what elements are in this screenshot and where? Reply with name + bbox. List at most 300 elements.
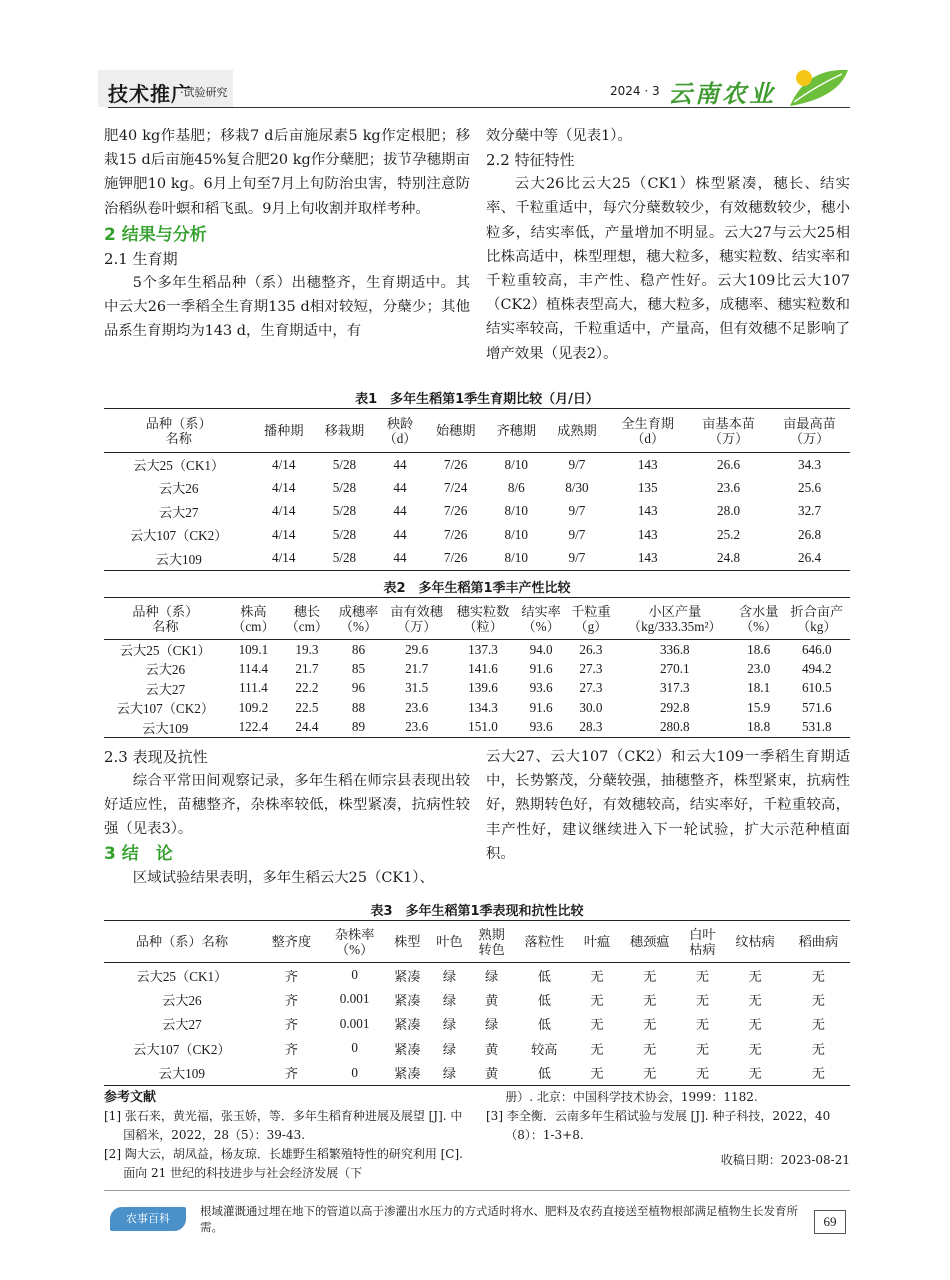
section-heading-conclusion: 3 结 论 <box>104 843 173 864</box>
table-cell: 19.3 <box>295 641 319 657</box>
table-cell: 9/7 <box>568 526 586 542</box>
header-line: 品种（系） <box>145 415 212 431</box>
section-heading-results: 2 结果与分析 <box>104 224 207 245</box>
table-cell: 111.4 <box>239 680 268 696</box>
table-cell: 139.6 <box>468 680 498 696</box>
table-cell: 93.6 <box>529 680 553 696</box>
table-cell: 9/7 <box>568 456 586 472</box>
column-header <box>681 921 723 963</box>
table-cell: 91.6 <box>529 660 553 676</box>
header-line: （%） <box>522 618 560 634</box>
table-cell: 23.6 <box>405 699 429 715</box>
right-column-middle <box>486 745 850 866</box>
column-header <box>734 598 784 640</box>
table-cell: 紧凑 <box>394 992 421 1008</box>
table-cell: 无 <box>590 1017 604 1033</box>
table-cell: 27.3 <box>579 680 603 696</box>
header-line: 含水量 <box>738 603 779 619</box>
table-header-row <box>104 409 850 453</box>
table-cell: 91.6 <box>529 699 553 715</box>
table-cell: 9/7 <box>568 503 586 519</box>
table1-caption: 表1 多年生稻第1季生育期比较（月/日） <box>355 392 599 407</box>
table-cell: 280.8 <box>659 719 690 734</box>
header-line: 株型 <box>394 934 421 949</box>
column-header <box>425 409 486 453</box>
header-line: （g） <box>574 618 608 634</box>
table-cell: 7/24 <box>443 479 468 495</box>
table-cell: 0.001 <box>339 1015 370 1031</box>
column-header <box>383 598 449 640</box>
table-row <box>104 523 850 547</box>
table-cell: 云大27 <box>145 681 186 697</box>
table-cell: 15.9 <box>747 699 771 715</box>
table-cell: 绿 <box>442 968 457 984</box>
table-cell: 4/14 <box>272 456 296 472</box>
column-header <box>784 598 850 640</box>
table-cell: 5/28 <box>332 526 357 542</box>
table-cell: 8/6 <box>507 479 525 495</box>
table-row <box>104 987 850 1012</box>
references-title: 参考文献 <box>104 1090 157 1105</box>
footer-badge: 农事百科 <box>110 1207 186 1231</box>
header-line: 株高 <box>240 603 267 619</box>
subsection-heading-2-2: 2.2 特征特性 <box>486 151 575 170</box>
footer-divider <box>104 1190 850 1191</box>
table-cell: 紧凑 <box>394 1066 421 1081</box>
header-line: 品种（系）名称 <box>135 934 229 949</box>
header-line: 纹枯病 <box>735 934 775 949</box>
header-line: （kg） <box>796 618 837 634</box>
column-header <box>576 921 618 963</box>
table-cell: 紧凑 <box>394 1017 421 1033</box>
paragraph: 云大26比云大25（CK1）株型紧凑，穗长、结实率、千粒重适中，每穴分蘖数较少，有效穗数较少，穗小粒多，结实率低，产量增加不明显。云大27与云大25相比株高适中，株型理想，穗大粒多，穗实粒数、结实率和千粒重较高，丰产性、稳产性好。云大109比云大107（CK2）植株表型高大，穗大粒多，成穗率、穗实粒数和结实率较高，千粒重适中，产量高，但有效穗不足影响了增产效果（见表2）。 <box>486 176 850 362</box>
header-line: 千粒重 <box>571 603 611 619</box>
table-cell: 无 <box>695 992 709 1008</box>
table-cell: 23.0 <box>747 660 771 676</box>
table-cell: 无 <box>695 968 709 984</box>
table-cell: 0 <box>351 1040 358 1056</box>
table-cell: 7/26 <box>443 526 468 542</box>
table-row <box>104 659 850 679</box>
table-cell: 8/10 <box>504 550 528 565</box>
table-cell: 9/7 <box>568 550 586 565</box>
paragraph: 云大27、云大107（CK2）和云大109一季稻生育期适中，长势繁茂，分蘖较强，抽穗整齐，株型紧束，抗病性好，熟期转色好，有效穗较高，结实率好，千粒重较高，丰产性好，建议继续进入下一轮试验，扩大示范种植面积。 <box>486 749 850 862</box>
table-cell: 黄 <box>485 992 499 1008</box>
table-cell: 85 <box>351 660 366 676</box>
paragraph: 综合平常田间观察记录，多年生稻在师宗县表现出较好适应性，苗穗整齐，杂株率较低，株型紧凑，抗病性较强（见表3）。 <box>104 773 470 838</box>
footer-note: 根域灌溉通过埋在地下的管道以高于渗灌出水压力的方式适时将水、肥料及农药直接送至植物根部满足植物生长发育所需。 <box>200 1204 798 1234</box>
table-cell: 18.6 <box>747 641 771 657</box>
right-column-top <box>486 124 850 366</box>
header-line: （cm） <box>232 618 275 634</box>
table-cell: 4/14 <box>272 479 296 495</box>
table-row <box>104 640 850 660</box>
table-row <box>104 718 850 738</box>
left-column-middle <box>104 745 470 890</box>
table-cell: 较高 <box>531 1041 558 1057</box>
header-line: 穗长 <box>293 603 321 619</box>
table-cell: 21.7 <box>405 660 429 676</box>
table-cell: 109.2 <box>238 699 269 715</box>
table-cell: 无 <box>748 1066 762 1081</box>
header-line: 白叶 <box>689 926 716 942</box>
table-cell: 云大109 <box>158 1066 205 1081</box>
table-cell: 24.4 <box>295 719 319 734</box>
paragraph: 区域试验结果表明，多年生稻云大25（CK1）、 <box>132 869 434 886</box>
header-line: 成穗率 <box>338 603 379 619</box>
header-line: 折合亩产 <box>790 603 844 619</box>
column-header <box>547 409 608 453</box>
table-row <box>104 547 850 571</box>
header-line: （粒） <box>463 618 503 634</box>
table-cell: 22.2 <box>295 680 319 696</box>
header-line: 齐穗期 <box>496 423 537 438</box>
references-right <box>486 1088 850 1170</box>
table-cell: 8/10 <box>504 503 528 519</box>
table-cell: 绿 <box>485 1017 499 1033</box>
table3 <box>104 920 850 1086</box>
table2-caption: 表2 多年生稻第1季丰产性比较 <box>383 581 571 596</box>
table-cell: 317.3 <box>659 680 690 696</box>
header-line: 叶色 <box>436 934 463 949</box>
column-header <box>104 409 253 453</box>
table-cell: 紧凑 <box>394 1041 421 1057</box>
table-cell: 无 <box>643 1017 657 1033</box>
table-cell: 无 <box>811 968 825 984</box>
header-line: 整齐度 <box>271 934 312 949</box>
table-cell: 143 <box>637 456 658 472</box>
column-header <box>618 921 681 963</box>
table-cell: 143 <box>637 550 658 565</box>
subsection-heading-2-1: 2.1 生育期 <box>104 249 178 268</box>
table-cell: 8/30 <box>565 479 589 495</box>
table-cell: 44 <box>393 526 407 542</box>
table-cell: 无 <box>811 992 825 1008</box>
table3-body <box>104 963 850 1086</box>
table-cell: 22.5 <box>295 699 319 715</box>
column-header <box>769 409 850 453</box>
table-cell: 21.7 <box>295 660 319 676</box>
header-line: 结实率 <box>521 603 561 619</box>
table-cell: 610.5 <box>801 680 832 696</box>
table-cell: 4/14 <box>272 526 296 542</box>
table-cell: 无 <box>811 1017 825 1033</box>
table-cell: 7/26 <box>443 503 468 519</box>
header-line: 名称 <box>165 430 192 446</box>
header-line: （d） <box>631 430 665 446</box>
header-line: （%） <box>339 618 378 634</box>
reference-item: [1] 张石来，黄光福，张玉娇，等．多年生稻育种进展及展望 [J]. 中国稻米，2022，28（5）：39-43. <box>104 1109 463 1142</box>
table-cell: 8/10 <box>504 456 528 472</box>
table-cell: 0.001 <box>339 991 370 1007</box>
column-header <box>104 598 227 640</box>
table-cell: 低 <box>537 1017 551 1033</box>
table-cell: 88 <box>351 699 366 715</box>
table-cell: 26.8 <box>797 526 822 542</box>
column-header <box>280 598 333 640</box>
table-cell: 0 <box>351 967 358 982</box>
header-line: 熟期 <box>478 926 505 942</box>
column-header <box>334 598 384 640</box>
table-cell: 齐 <box>284 1017 298 1033</box>
header-line: （d） <box>383 430 417 446</box>
page-number: 69 <box>814 1210 846 1234</box>
table1 <box>104 408 850 571</box>
table-cell: 31.5 <box>405 680 429 696</box>
table1-header <box>104 409 850 453</box>
table-cell: 云大26 <box>162 992 202 1008</box>
table-cell: 143 <box>637 503 658 519</box>
left-column-top <box>104 124 470 343</box>
header-line: 穗实粒数 <box>456 603 510 619</box>
table-cell: 云大26 <box>158 481 199 497</box>
subsection-heading-2-3: 2.3 表现及抗性 <box>104 748 208 766</box>
table-cell: 44 <box>393 479 407 495</box>
table-cell: 齐 <box>284 992 298 1008</box>
table-cell: 黄 <box>485 1066 499 1081</box>
table-cell: 25.2 <box>717 526 741 542</box>
references-left <box>104 1088 472 1183</box>
table-cell: 34.3 <box>797 456 822 472</box>
table-row <box>104 500 850 524</box>
table-cell: 云大107（CK2） <box>129 528 228 544</box>
table-cell: 7/26 <box>443 550 468 565</box>
table-row <box>104 453 850 477</box>
table-cell: 无 <box>811 1066 825 1081</box>
table-cell: 绿 <box>442 1041 457 1057</box>
table-row <box>104 1036 850 1061</box>
table-cell: 无 <box>748 1017 762 1033</box>
received-date: 收稿日期：2023-08-21 <box>720 1153 850 1167</box>
table-cell: 122.4 <box>238 719 269 734</box>
header-line: （kg/333.35m²） <box>627 618 722 634</box>
table-cell: 30.0 <box>579 699 603 715</box>
section-title: 技术推广 <box>108 82 192 106</box>
table-cell: 无 <box>643 992 657 1008</box>
header-line: 全生育期 <box>621 415 675 431</box>
header-line: 移栽期 <box>324 423 365 438</box>
column-header <box>566 598 616 640</box>
header-line: 亩基本苗 <box>702 415 755 431</box>
table-cell: 531.8 <box>801 719 832 734</box>
paragraph: 5个多年生稻品种（系）出穗整齐，生育期适中。其中云大26一季稻全生育期135 d相对较短，分蘖少；其他品系生育期均为143 d，生育期适中，有 <box>104 274 470 340</box>
column-header <box>104 921 260 963</box>
table-cell: 28.3 <box>579 719 603 734</box>
column-header <box>253 409 314 453</box>
table-cell: 绿 <box>442 1017 457 1033</box>
table-cell: 无 <box>590 968 604 984</box>
table-header-row <box>104 598 850 640</box>
table-cell: 94.0 <box>529 641 553 657</box>
table-cell: 紧凑 <box>394 968 421 984</box>
column-header <box>688 409 769 453</box>
table-cell: 18.1 <box>747 680 771 696</box>
table-cell: 云大107（CK2） <box>133 1041 231 1057</box>
table-row <box>104 698 850 718</box>
table-cell: 109.1 <box>238 641 269 657</box>
table-cell: 8/10 <box>504 526 528 542</box>
column-header <box>323 921 386 963</box>
header-line: （万） <box>396 618 437 634</box>
header-line: 亩最高苗 <box>783 415 836 431</box>
reference-item: [2] 陶大云，胡凤益，杨友琼．长雄野生稻繁殖特性的研究利用 [C]. 面向 21 世纪的科技进步与社会经济发展（下 <box>104 1147 463 1180</box>
table-cell: 无 <box>643 968 657 984</box>
table-cell: 26.3 <box>579 641 603 657</box>
table-cell: 93.6 <box>529 719 553 734</box>
table-cell: 7/26 <box>443 456 468 472</box>
table-cell: 26.6 <box>717 456 741 472</box>
table-cell: 齐 <box>284 1066 298 1081</box>
column-header <box>723 921 786 963</box>
header-line: （万） <box>789 430 830 446</box>
table-cell: 292.8 <box>659 699 690 715</box>
header-line: 落粒性 <box>524 934 565 949</box>
table-cell: 5/28 <box>332 503 357 519</box>
table-cell: 齐 <box>284 1041 298 1057</box>
column-header <box>375 409 426 453</box>
table2-body <box>104 640 850 738</box>
table-cell: 28.0 <box>717 503 741 519</box>
table-cell: 云大109 <box>155 551 202 567</box>
header-line: 杂株率 <box>334 926 375 942</box>
table-cell: 云大109 <box>142 720 189 736</box>
table-cell: 4/14 <box>272 503 296 519</box>
table-cell: 5/28 <box>332 479 357 495</box>
header-line: （cm） <box>285 618 329 634</box>
table2-header <box>104 598 850 640</box>
table-cell: 0 <box>351 1064 358 1080</box>
column-header <box>386 921 428 963</box>
column-header <box>616 598 734 640</box>
column-header <box>314 409 375 453</box>
table-cell: 低 <box>537 1066 551 1081</box>
header-line: （%） <box>739 618 778 634</box>
column-header <box>428 921 470 963</box>
header-line: 播种期 <box>263 423 304 438</box>
column-header <box>260 921 323 963</box>
column-header <box>513 921 576 963</box>
table-cell: 44 <box>393 550 407 565</box>
column-header <box>787 921 850 963</box>
table-row <box>104 476 850 500</box>
table-cell: 44 <box>393 456 407 472</box>
table-cell: 云大25（CK1） <box>119 643 211 658</box>
table-cell: 低 <box>537 992 551 1008</box>
table-cell: 135 <box>637 479 658 495</box>
table-cell: 5/28 <box>332 456 357 472</box>
table-cell: 无 <box>590 1066 604 1081</box>
table-cell: 无 <box>811 1041 825 1057</box>
column-header <box>471 921 513 963</box>
header-line: 成熟期 <box>557 423 597 438</box>
table-cell: 无 <box>643 1066 657 1081</box>
table-cell: 44 <box>393 503 407 519</box>
paragraph: 肥40 kg作基肥；移栽7 d后亩施尿素5 kg作定根肥；移栽15 d后亩施45%复合肥20 kg作分蘖肥；拔节孕穗期亩施钾肥10 kg。6月上旬至7月上旬防治虫害，特别注意防治稻纵卷叶螟和稻飞虱。9月上旬收割并取样考种。 <box>104 128 470 217</box>
table-cell: 齐 <box>284 968 298 984</box>
issue-number: 2024 · 3 <box>610 84 660 98</box>
table-cell: 32.7 <box>797 503 822 519</box>
table-cell: 96 <box>351 680 366 696</box>
table3-caption: 表3 多年生稻第1季表现和抗性比较 <box>370 904 584 919</box>
table-cell: 无 <box>695 1017 709 1033</box>
table-cell: 494.2 <box>801 660 832 676</box>
header-line: 亩有效穗 <box>390 603 443 619</box>
table-cell: 646.0 <box>801 641 832 657</box>
table-cell: 无 <box>695 1041 709 1057</box>
column-header <box>450 598 516 640</box>
header-divider <box>108 107 850 108</box>
table-cell: 134.3 <box>468 699 498 715</box>
header-line: 名称 <box>152 618 179 634</box>
table-cell: 26.4 <box>797 550 822 565</box>
table-cell: 云大26 <box>145 662 186 678</box>
paragraph: 效分蘖中等（见表1）。 <box>486 128 632 144</box>
column-header <box>486 409 547 453</box>
reference-item: 册）. 北京：中国科学技术协会，1999：1182. <box>505 1090 758 1104</box>
table-cell: 336.8 <box>659 641 690 657</box>
table-cell: 23.6 <box>405 719 429 734</box>
table-header-row <box>104 921 850 963</box>
header-line: 叶瘟 <box>583 934 611 949</box>
header-line: （%） <box>335 941 374 957</box>
table-cell: 86 <box>351 641 366 657</box>
table-cell: 151.0 <box>468 719 498 734</box>
table-cell: 绿 <box>485 968 499 984</box>
table-cell: 89 <box>351 719 366 734</box>
table-row <box>104 1012 850 1037</box>
table-row <box>104 963 850 988</box>
section-subtitle: ·试验研究 <box>180 86 228 99</box>
header-line: 秧龄 <box>386 415 414 431</box>
table-cell: 无 <box>643 1041 657 1057</box>
table-cell: 云大107（CK2） <box>116 701 215 717</box>
table-cell: 143 <box>637 526 658 542</box>
table-cell: 无 <box>748 992 762 1008</box>
table-cell: 25.6 <box>797 479 822 495</box>
table-cell: 270.1 <box>659 660 690 676</box>
table-cell: 4/14 <box>272 550 296 565</box>
table-cell: 18.8 <box>747 719 771 734</box>
header-line: 转色 <box>478 941 505 957</box>
table-cell: 无 <box>695 1066 709 1081</box>
header-line: （万） <box>708 430 749 446</box>
table-cell: 云大27 <box>158 504 199 520</box>
leaf-logo-icon <box>786 64 850 108</box>
table-cell: 114.4 <box>238 660 268 676</box>
table1-body <box>104 453 850 571</box>
reference-item: [3] 李全衡．云南多年生稻试验与发展 [J]. 种子科技，2022，40（8）：1-3+8. <box>486 1109 831 1142</box>
column-header <box>607 409 688 453</box>
table-cell: 云大25（CK1） <box>136 968 228 984</box>
table-cell: 绿 <box>442 992 457 1008</box>
table-cell: 无 <box>590 992 604 1008</box>
table-cell: 23.6 <box>717 479 741 495</box>
table-cell: 141.6 <box>468 660 498 676</box>
header-line: 稻曲病 <box>798 934 839 949</box>
header-line: 枯病 <box>689 941 716 957</box>
table-cell: 24.8 <box>717 550 741 565</box>
table-cell: 27.3 <box>579 660 603 676</box>
table-cell: 低 <box>537 968 551 984</box>
table-cell: 绿 <box>442 1066 457 1081</box>
table-cell: 29.6 <box>405 641 429 657</box>
table-cell: 5/28 <box>332 550 357 565</box>
table-row <box>104 679 850 699</box>
column-header <box>227 598 280 640</box>
table-cell: 571.6 <box>801 699 832 715</box>
header-line: 小区产量 <box>648 603 702 619</box>
table-cell: 云大25（CK1） <box>133 458 225 473</box>
